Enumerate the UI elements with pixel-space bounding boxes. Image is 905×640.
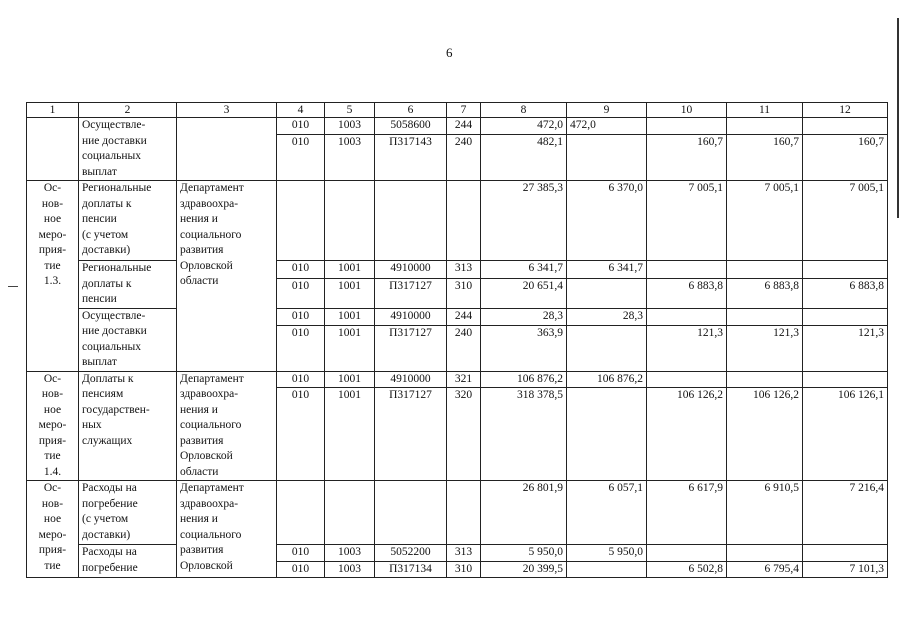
table-cell: 106 876,2 xyxy=(481,371,567,388)
table-cell xyxy=(375,181,447,261)
table-cell: 160,7 xyxy=(727,135,803,181)
row-name-cell: Региональные доплаты к пенсии xyxy=(79,261,177,309)
table-cell: 1001 xyxy=(325,371,375,388)
table-cell xyxy=(447,481,481,545)
executor-cell: Департамент здравоохра- нения и социального развития Орловской области xyxy=(177,371,277,481)
header-cell: 7 xyxy=(447,103,481,118)
table-cell: 6 341,7 xyxy=(567,261,647,279)
header-cell: 1 xyxy=(27,103,79,118)
table-cell: 1001 xyxy=(325,388,375,481)
table-row xyxy=(27,481,888,545)
table-cell: 121,3 xyxy=(727,325,803,371)
table-cell xyxy=(727,545,803,562)
table-row xyxy=(27,181,888,261)
table-cell: 1003 xyxy=(325,135,375,181)
table-cell xyxy=(727,261,803,279)
table-cell: 28,3 xyxy=(567,308,647,325)
table-cell: 4910000 xyxy=(375,261,447,279)
table-row xyxy=(27,545,888,562)
header-row xyxy=(27,103,888,118)
row-name-cell: Осуществле- ние доставки социальных выплат xyxy=(79,308,177,371)
table-cell: 160,7 xyxy=(803,135,888,181)
table-cell: 1001 xyxy=(325,278,375,308)
row-label-cell: Ос- нов- ное меро- прия- тие 1.4. xyxy=(27,371,79,481)
executor-cell xyxy=(177,118,277,181)
table-cell: 6 502,8 xyxy=(647,561,727,578)
table-cell: П317134 xyxy=(375,561,447,578)
table-cell: 7 005,1 xyxy=(727,181,803,261)
table-cell: 310 xyxy=(447,561,481,578)
table-cell xyxy=(447,181,481,261)
table-cell: 313 xyxy=(447,545,481,562)
table-cell: 121,3 xyxy=(803,325,888,371)
table-cell xyxy=(277,481,325,545)
table-cell xyxy=(803,371,888,388)
table-cell: 010 xyxy=(277,325,325,371)
table-cell: 20 399,5 xyxy=(481,561,567,578)
row-label-cell: Ос- нов- ное меро- прия- тие 1.3. xyxy=(27,181,79,372)
table-cell xyxy=(803,308,888,325)
header-cell: 2 xyxy=(79,103,177,118)
table-cell: 4910000 xyxy=(375,308,447,325)
table-cell xyxy=(567,561,647,578)
executor-cell: Департамент здравоохра- нения и социального развития Орловской области xyxy=(177,181,277,372)
table-cell: 313 xyxy=(447,261,481,279)
table-cell xyxy=(803,545,888,562)
table-cell: П317127 xyxy=(375,388,447,481)
row-name-cell: Доплаты к пенсиям государствен- ных служащих xyxy=(79,371,177,481)
table-cell: 121,3 xyxy=(647,325,727,371)
table-row xyxy=(27,261,888,279)
table-row xyxy=(27,371,888,388)
table-cell: 010 xyxy=(277,545,325,562)
row-name-cell: Осуществле- ние доставки социальных выплат xyxy=(79,118,177,181)
table-cell xyxy=(803,118,888,135)
table-cell: 106 126,1 xyxy=(803,388,888,481)
table-cell: 106 876,2 xyxy=(567,371,647,388)
header-cell: 9 xyxy=(567,103,647,118)
table-cell: 4910000 xyxy=(375,371,447,388)
table-cell: 6 883,8 xyxy=(803,278,888,308)
table-cell xyxy=(567,278,647,308)
table-cell xyxy=(727,308,803,325)
table-cell: 310 xyxy=(447,278,481,308)
header-cell: 12 xyxy=(803,103,888,118)
table-cell: 5 950,0 xyxy=(567,545,647,562)
margin-mark xyxy=(8,286,18,287)
table-cell: 160,7 xyxy=(647,135,727,181)
page-number: 6 xyxy=(446,45,453,60)
header-cell: 6 xyxy=(375,103,447,118)
table-cell: 472,0 xyxy=(567,118,647,135)
table-cell: 7 101,3 xyxy=(803,561,888,578)
row-name-cell: Расходы на погребение xyxy=(79,545,177,578)
table-cell: 244 xyxy=(447,118,481,135)
table-cell: 240 xyxy=(447,135,481,181)
table-cell: 7 005,1 xyxy=(647,181,727,261)
row-name-cell: Региональные доплаты к пенсии (с учетом доставки) xyxy=(79,181,177,261)
table-cell: 363,9 xyxy=(481,325,567,371)
table-cell: 320 xyxy=(447,388,481,481)
table-cell: 27 385,3 xyxy=(481,181,567,261)
table-cell: 6 883,8 xyxy=(647,278,727,308)
header-cell: 4 xyxy=(277,103,325,118)
table-cell xyxy=(567,135,647,181)
table-cell: 6 617,9 xyxy=(647,481,727,545)
table-cell xyxy=(803,261,888,279)
table-row xyxy=(27,118,888,135)
table-cell: 6 341,7 xyxy=(481,261,567,279)
table-cell: П317143 xyxy=(375,135,447,181)
table-cell: 28,3 xyxy=(481,308,567,325)
table-cell: 1003 xyxy=(325,545,375,562)
table-cell: 010 xyxy=(277,371,325,388)
table-cell: 26 801,9 xyxy=(481,481,567,545)
table-cell: 1001 xyxy=(325,325,375,371)
table-cell: П317127 xyxy=(375,278,447,308)
table-cell xyxy=(325,181,375,261)
table-cell xyxy=(647,118,727,135)
table-cell: 6 795,4 xyxy=(727,561,803,578)
table-cell: 6 370,0 xyxy=(567,181,647,261)
table-cell: 6 883,8 xyxy=(727,278,803,308)
table-cell: 106 126,2 xyxy=(727,388,803,481)
table-cell: 106 126,2 xyxy=(647,388,727,481)
table-cell: 7 005,1 xyxy=(803,181,888,261)
table-cell: 010 xyxy=(277,118,325,135)
table-cell: 321 xyxy=(447,371,481,388)
table-cell: 472,0 xyxy=(481,118,567,135)
table-cell: 482,1 xyxy=(481,135,567,181)
table-cell: 010 xyxy=(277,261,325,279)
table-cell xyxy=(647,261,727,279)
table-cell xyxy=(647,371,727,388)
header-cell: 11 xyxy=(727,103,803,118)
scan-edge-line xyxy=(897,18,899,218)
table-cell: 010 xyxy=(277,561,325,578)
table-cell xyxy=(727,371,803,388)
header-cell: 5 xyxy=(325,103,375,118)
table-cell: 6 910,5 xyxy=(727,481,803,545)
table-cell: 1001 xyxy=(325,261,375,279)
table-cell: 244 xyxy=(447,308,481,325)
table-cell: 1003 xyxy=(325,118,375,135)
table-cell xyxy=(375,481,447,545)
executor-cell: Департамент здравоохра- нения и социального развития Орловской xyxy=(177,481,277,578)
table-cell: 010 xyxy=(277,308,325,325)
table-cell: 318 378,5 xyxy=(481,388,567,481)
budget-table xyxy=(26,102,888,578)
table-cell: П317127 xyxy=(375,325,447,371)
table-cell xyxy=(567,388,647,481)
table-cell: 5 950,0 xyxy=(481,545,567,562)
row-label-cell: Ос- нов- ное меро- прия- тие xyxy=(27,481,79,578)
table-cell: 20 651,4 xyxy=(481,278,567,308)
table-cell: 6 057,1 xyxy=(567,481,647,545)
table-cell xyxy=(727,118,803,135)
table-cell: 240 xyxy=(447,325,481,371)
table-cell: 5058600 xyxy=(375,118,447,135)
table-cell xyxy=(647,545,727,562)
table-row xyxy=(27,308,888,325)
table-cell xyxy=(325,481,375,545)
table-cell xyxy=(567,325,647,371)
header-cell: 10 xyxy=(647,103,727,118)
table-cell xyxy=(647,308,727,325)
table-cell: 1003 xyxy=(325,561,375,578)
table-cell: 1001 xyxy=(325,308,375,325)
table-cell: 010 xyxy=(277,135,325,181)
header-cell: 3 xyxy=(177,103,277,118)
table-cell: 010 xyxy=(277,388,325,481)
table-cell xyxy=(277,181,325,261)
table-cell: 5052200 xyxy=(375,545,447,562)
table-cell: 7 216,4 xyxy=(803,481,888,545)
row-name-cell: Расходы на погребение (с учетом доставки) xyxy=(79,481,177,545)
row-label-cell xyxy=(27,118,79,181)
table-cell: 010 xyxy=(277,278,325,308)
header-cell: 8 xyxy=(481,103,567,118)
